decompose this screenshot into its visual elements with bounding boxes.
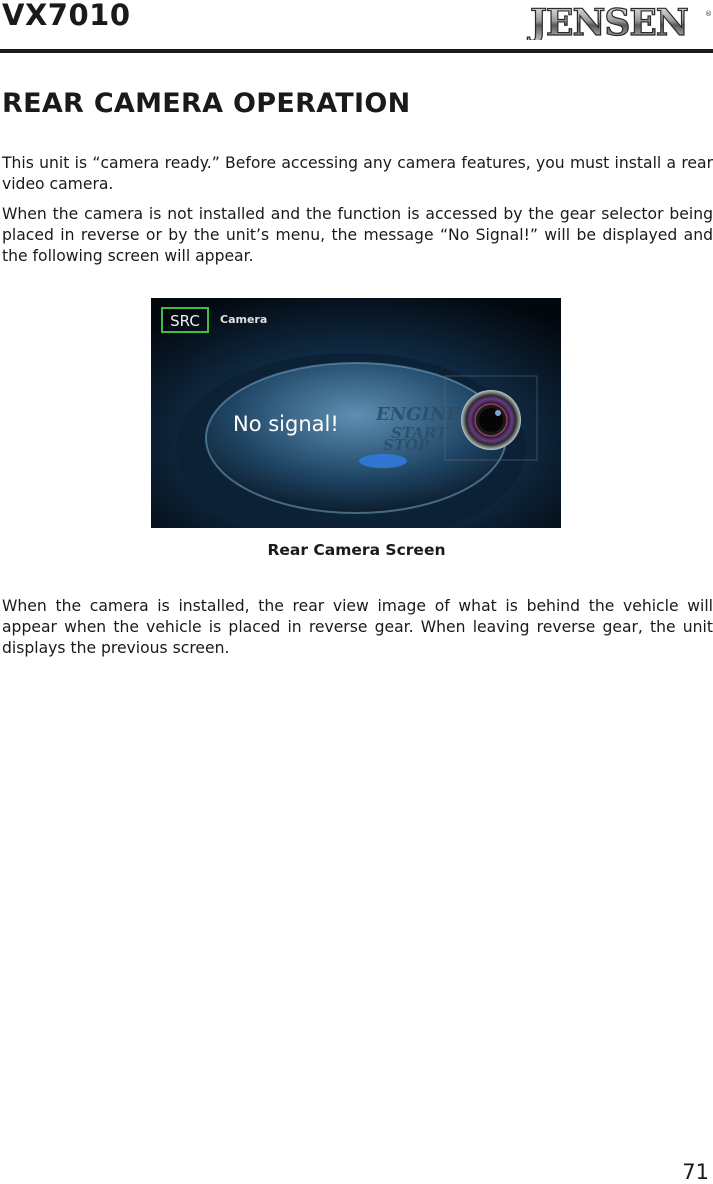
src-button: SRC <box>170 312 200 330</box>
camera-source-label: Camera <box>220 313 268 326</box>
no-signal-message: No signal! <box>233 412 339 436</box>
rear-camera-screen-image <box>151 298 561 528</box>
glow-indicator <box>359 454 407 468</box>
header-divider <box>0 49 713 53</box>
engine-text: ENGINE <box>376 404 461 425</box>
section-title: REAR CAMERA OPERATION <box>2 88 411 119</box>
jensen-logo <box>522 2 713 40</box>
no-signal-paragraph: When the camera is not installed and the function is accessed by the gear selector being placed in reverse or by the unit’s menu, the message “No Signal!” will be displayed and the following screen will appear. <box>2 205 713 265</box>
start-text: START <box>391 424 448 442</box>
installed-camera-paragraph: When the camera is installed, the rear view image of what is behind the vehicle will appear when the vehicle is placed in reverse gear. When leaving reverse gear, the unit displays the previous screen. <box>2 597 713 657</box>
svg-text:®: ® <box>705 10 712 18</box>
model-number: VX7010 <box>2 0 131 32</box>
stop-text: STOP <box>383 436 430 454</box>
figure-caption: Rear Camera Screen <box>267 541 446 559</box>
page-number: 71 <box>682 1160 709 1184</box>
intro-paragraph: This unit is “camera ready.” Before accessing any camera features, you must install a rear video camera. <box>2 154 713 193</box>
brand-logo-text: JENSEN <box>530 2 688 40</box>
